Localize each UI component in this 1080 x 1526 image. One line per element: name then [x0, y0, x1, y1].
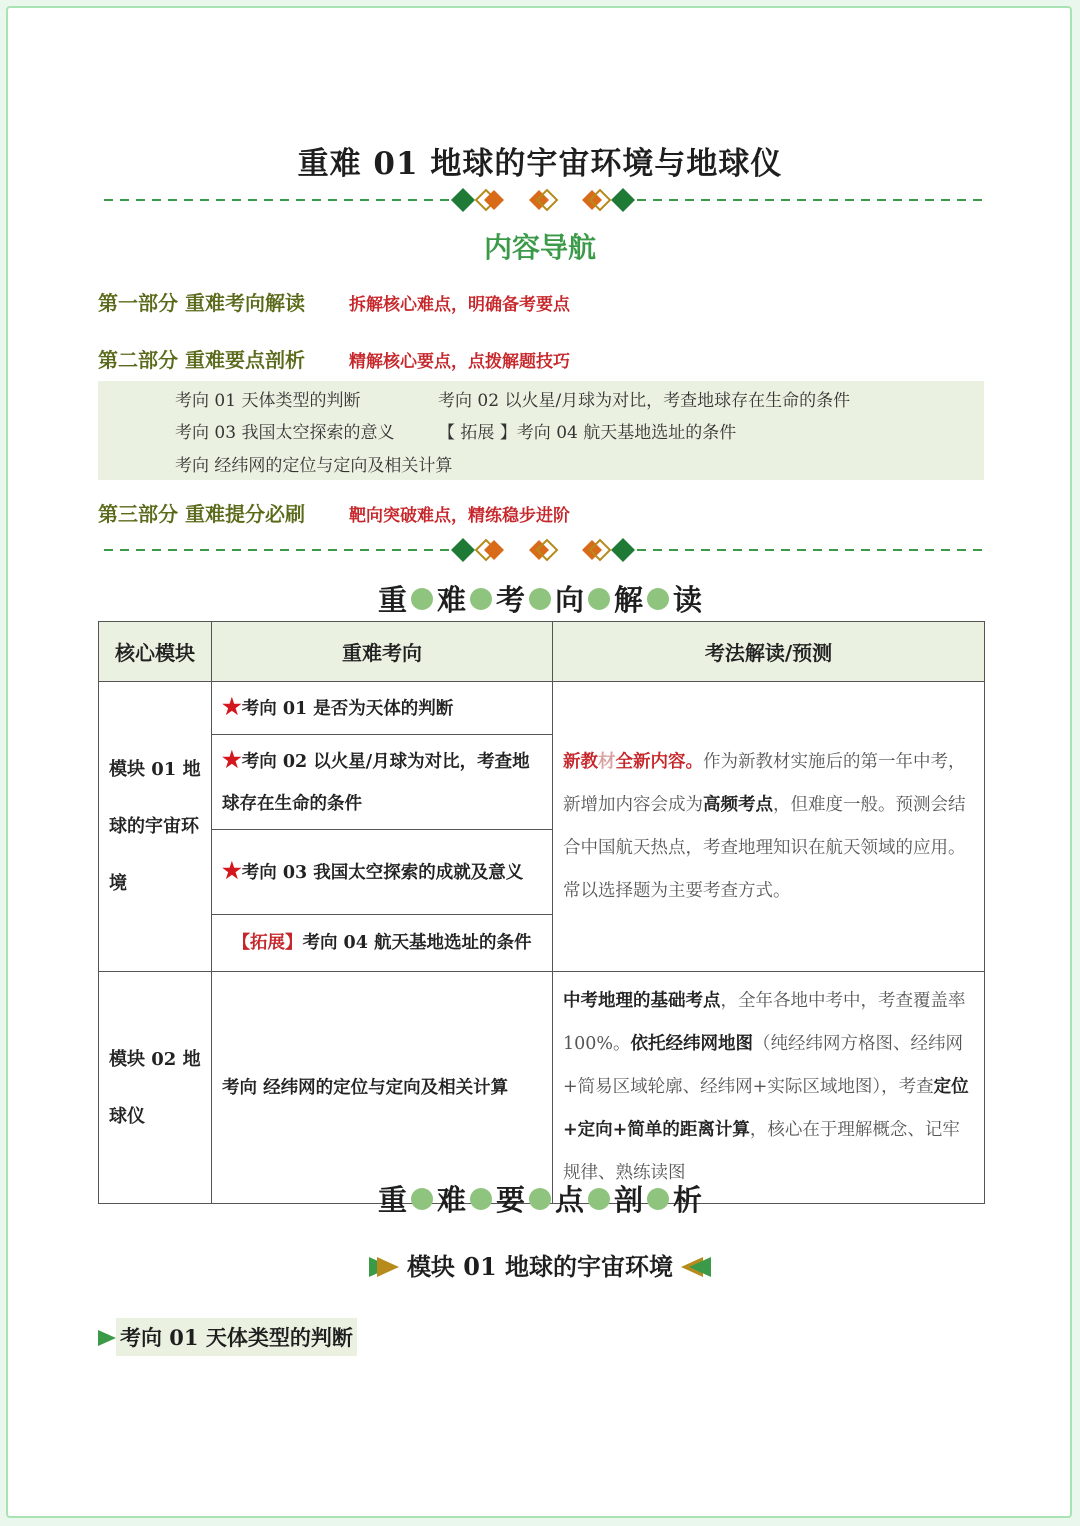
module-01-cell: 模块 01 地球的宇宙环境 [99, 682, 212, 972]
heading-char: 考 [495, 583, 525, 617]
extension-tag: 【拓展】 [232, 933, 303, 953]
high-frequency-label: 高频考点 [703, 794, 773, 815]
graticule-map-label: 依托经纬网地图 [630, 1034, 754, 1054]
dot-bullet-icon [470, 588, 492, 610]
part-three-title: 第三部分 重难提分必刷 [98, 502, 305, 526]
dot-bullet-icon [470, 1188, 492, 1210]
star-icon: ★ [222, 694, 242, 720]
direction-02-text: 考向 02 以火星/月球为对比，考查地球存在生命的条件 [222, 752, 530, 814]
dot-bullet-icon [529, 588, 551, 610]
table-header-row [99, 622, 985, 682]
header-key-direction: 重难考向 [212, 622, 553, 682]
analysis-text: ，核心在于理解概念、记牢规律、熟练读图 [563, 1120, 960, 1183]
analysis-module-01-cell [553, 682, 985, 972]
section-heading-key-directions [0, 578, 1080, 619]
heading-char: 向 [555, 583, 585, 617]
key-directions-table [98, 621, 985, 1204]
table-row [99, 682, 985, 735]
dot-bullet-icon [588, 588, 610, 610]
document-title: 重难 01 地球的宇宙环境与地球仪 [297, 146, 783, 182]
analysis-text: ，全年各地中考中，考查覆盖率 100%。 [563, 991, 966, 1054]
direction-04-cell [212, 915, 553, 972]
new-content-label: 新教 [563, 751, 598, 772]
dot-bullet-icon [411, 588, 433, 610]
nav-item-graticule-topic[interactable]: 考向 经纬网的定位与定向及相关计算 [175, 456, 453, 476]
module-01-heading [0, 1247, 1080, 1282]
navigation-topic-box [98, 381, 984, 480]
section-heading-key-points [0, 1178, 1080, 1219]
content-navigation-title: 内容导航 [483, 231, 596, 264]
heading-char: 要 [495, 1183, 525, 1217]
analysis-text: ，但难度一般。预测会结合中国航天热点，考查地理知识在航天领域的应用。常以选择题为主要考查方式。 [563, 794, 966, 901]
direction-02-cell [212, 735, 553, 830]
dot-bullet-icon [411, 1188, 433, 1210]
arrow-left-icon [689, 1257, 711, 1277]
part-one-title: 第一部分 重难考向解读 [98, 291, 305, 315]
star-icon: ★ [222, 858, 242, 884]
part-two-subtitle: 精解核心要点，点拨解题技巧 [349, 352, 570, 372]
direction-03-text: 考向 03 我国太空探索的成就及意义 [241, 863, 524, 883]
topic-01-heading [98, 1318, 357, 1356]
direction-01-text: 考向 01 是否为天体的判断 [241, 699, 454, 719]
new-content-label-faded: 材 [598, 751, 616, 772]
module-02-cell: 模块 02 地球仪 [99, 972, 212, 1204]
nav-item-topic-01[interactable]: 考向 01 天体类型的判断 [175, 391, 361, 411]
direction-04-text: 考向 04 航天基地选址的条件 [302, 933, 532, 953]
direction-03-cell [212, 830, 553, 915]
dot-bullet-icon [647, 588, 669, 610]
topic-heading-text: 考向 01 天体类型的判断 [116, 1318, 357, 1356]
heading-char: 点 [555, 1183, 585, 1217]
direction-01-cell [212, 682, 553, 735]
heading-char: 难 [436, 1183, 466, 1217]
dot-bullet-icon [647, 1188, 669, 1210]
module-heading-text: 模块 01 地球的宇宙环境 [406, 1252, 674, 1281]
dot-bullet-icon [588, 1188, 610, 1210]
basic-point-label: 中考地理的基础考点 [563, 991, 721, 1011]
part-two-title: 第二部分 重难要点剖析 [98, 348, 305, 372]
arrow-right-icon [98, 1330, 116, 1346]
heading-char: 读 [673, 583, 703, 617]
table-row [99, 972, 985, 1204]
nav-item-topic-02[interactable]: 考向 02 以火星/月球为对比，考查地球存在生命的条件 [438, 391, 851, 411]
nav-item-topic-03[interactable]: 考向 03 我国太空探索的意义 [175, 423, 395, 443]
header-analysis-prediction: 考法解读/预测 [553, 622, 985, 682]
heading-char: 重 [377, 1183, 407, 1217]
dot-bullet-icon [529, 1188, 551, 1210]
nav-item-topic-04-extension[interactable]: 【 拓展 】考向 04 航天基地选址的条件 [438, 423, 737, 443]
heading-char: 析 [673, 1183, 703, 1217]
ornament-divider-bottom [104, 536, 982, 564]
star-icon: ★ [222, 747, 242, 773]
analysis-text: 作为新教材实施后的第一年中考，新增加内容会成为 [563, 751, 966, 815]
direction-graticule-cell: 考向 经纬网的定位与定向及相关计算 [212, 972, 553, 1204]
analysis-text: （纯经纬网方格图、经纬网+简易区域轮廓、经纬网+实际区域地图），考查 [563, 1034, 964, 1097]
analysis-module-02-cell [553, 972, 985, 1204]
heading-char: 解 [614, 583, 644, 617]
heading-char: 重 [377, 583, 407, 617]
part-three-subtitle: 靶向突破难点，精练稳步进阶 [349, 506, 570, 526]
ornament-divider-top [104, 186, 982, 214]
part-one-subtitle: 拆解核心难点，明确备考要点 [349, 295, 570, 315]
new-content-label-end: 全新内容。 [615, 751, 703, 772]
heading-char: 剖 [614, 1183, 644, 1217]
arrow-right-accent-icon [377, 1257, 399, 1277]
positioning-label: 定位+定向+简单的距离计算 [563, 1077, 969, 1140]
heading-char: 难 [436, 583, 466, 617]
header-core-module: 核心模块 [99, 622, 212, 682]
